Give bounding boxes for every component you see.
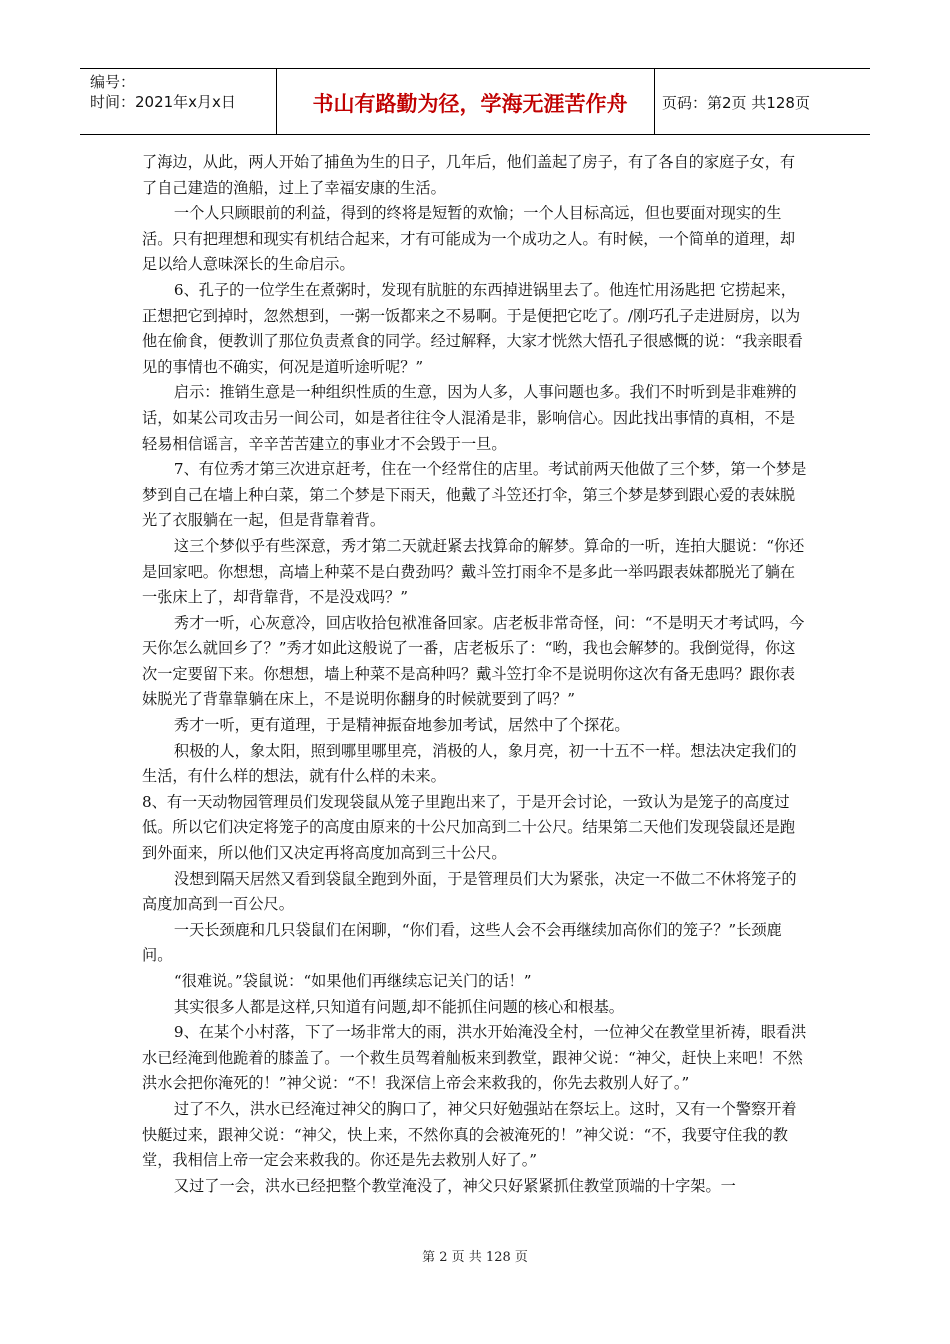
body-paragraph: 秀才一听，更有道理，于是精神振奋地参加考试，居然中了个探花。 [173, 716, 630, 735]
body-paragraph: 启示：推销生意是一种组织性质的生意，因为人多，人事问题也多。我们不时听到是非难辨的话，如某公司攻击另一间公司，如是者往往令人混淆是非，影响信心。因此找出事情的真相，不是轻易相信谣言，辛辛苦苦建立的事业才不会毁于一旦。 [142, 383, 797, 453]
document-body [142, 150, 810, 1199]
body-paragraph: 8、有一天动物园管理员们发现袋鼠从笼子里跑出来了，于是开会讨论，一致认为是笼子的高度过低。所以它们决定将笼子的高度由原来的十公尺加高到二十公尺。结果第二天他们发现袋鼠还是跑到外面来，所以他们又决定再将高度加高到三十公尺。 [142, 792, 796, 863]
body-paragraph: 一个人只顾眼前的利益，得到的终将是短暂的欢愉；一个人目标高远，但也要面对现实的生活。只有把理想和现实有机结合起来，才有可能成为一个成功之人。有时候，一个简单的道理，却足以给人意味深长的生命启示。 [142, 204, 796, 274]
body-paragraph: 6、孔子的一位学生在煮粥时，发现有肮脏的东西掉进锅里去了。他连忙用汤匙把 它捞起来，正想把它到掉时，忽然想到，一粥一饭都来之不易啊。于是便把它吃了。/刚巧孔子走进厨房，以为他在偷食，便教训了那位负责煮食的同学。经过解释，大家才恍然大悟孔子很感慨的说：“我亲眼看见的事情也不确实，何况是道听途听呢？” [142, 280, 803, 376]
body-paragraph: 这三个梦似乎有些深意，秀才第二天就赶紧去找算命的解梦。算命的一听，连拍大腿说：“你还是回家吧。你想想，高墙上种菜不是白费劲吗？戴斗笠打雨伞不是多此一举吗跟表妹都脱光了躺在一张床上了，却背靠背，不是没戏吗？” [142, 536, 805, 607]
body-paragraph: 一天长颈鹿和几只袋鼠们在闲聊，“你们看，这些人会不会再继续加高你们的笼子？”长颈鹿问。 [142, 920, 782, 965]
body-paragraph: 没想到隔天居然又看到袋鼠全跑到外面，于是管理员们大为紧张，决定一不做二不休将笼子的高度加高到一百公尺。 [142, 869, 797, 914]
document-time-label: 时间：2021年x月x日 [90, 93, 236, 111]
body-paragraph: 过了不久，洪水已经淹过神父的胸口了，神父只好勉强站在祭坛上。这时，又有一个警察开着快艇过来，跟神父说：“神父，快上来，不然你真的会被淹死的！”神父说：“不，我要守住我的教堂，我相信上帝一定会来救我的。你还是先去救别人好了。” [142, 1099, 797, 1170]
body-paragraph: 其实很多人都是这样,只知道有问题,却不能抓住问题的核心和根基。 [173, 997, 624, 1016]
header-meta [90, 72, 236, 112]
body-paragraph: 7、有位秀才第三次进京赶考，住在一个经常住的店里。考试前两天他做了三个梦，第一个梦是梦到自己在墙上种白菜，第二个梦是下雨天，他戴了斗笠还打伞，第三个梦是梦到跟心爱的表妹脱光了衣服躺在一起，但是背靠着背。 [142, 460, 807, 530]
document-number-label: 编号： [90, 73, 136, 91]
page-footer: 第 2 页 共 128 页 [422, 1250, 528, 1265]
body-paragraph: 了海边，从此，两人开始了捕鱼为生的日子，几年后，他们盖起了房子，有了各自的家庭子女，有了自己建造的渔船，过上了幸福安康的生活。 [142, 153, 796, 197]
header-bottom-rule [80, 134, 870, 135]
header-top-rule [80, 68, 870, 69]
body-paragraph: “很难说。”袋鼠说：“如果他们再继续忘记关门的话！” [173, 972, 532, 990]
body-paragraph: 积极的人，象太阳，照到哪里哪里亮，消极的人，象月亮，初一十五不一样。想法决定我们的生活，有什么样的想法，就有什么样的未来。 [142, 741, 797, 786]
header-page-number: 页码：第2页 共128页 [662, 94, 810, 112]
header-divider-left [276, 68, 277, 135]
page-header [80, 68, 870, 136]
body-paragraph: 又过了一会，洪水已经把整个教堂淹没了，神父只好紧紧抓住教堂顶端的十字架。一 [173, 1176, 736, 1195]
body-paragraph: 秀才一听，心灰意冷，回店收拾包袱准备回家。店老板非常奇怪，问：“不是明天才考试吗，今天你怎么就回乡了？”秀才如此这般说了一番，店老板乐了：“哟，我也会解梦的。我倒觉得，你这次一定要留下来。你想想，墙上种菜不是高种吗？戴斗笠打伞不是说明你这次有备无患吗？跟你表妹脱光了背靠靠躺在床上，不是说明你翻身的时候就要到了吗？” [142, 613, 805, 709]
header-motto: 书山有路勤为径，学海无涯苦作舟 [312, 92, 628, 116]
body-paragraph: 9、在某个小村落，下了一场非常大的雨，洪水开始淹没全村，一位神父在教堂里祈祷，眼看洪水已经淹到他跪着的膝盖了。一个救生员驾着舢板来到教堂，跟神父说：“神父，赶快上来吧！不然洪水会把你淹死的！”神父说：“不！我深信上帝会来救我的，你先去救别人好了。” [142, 1023, 807, 1093]
